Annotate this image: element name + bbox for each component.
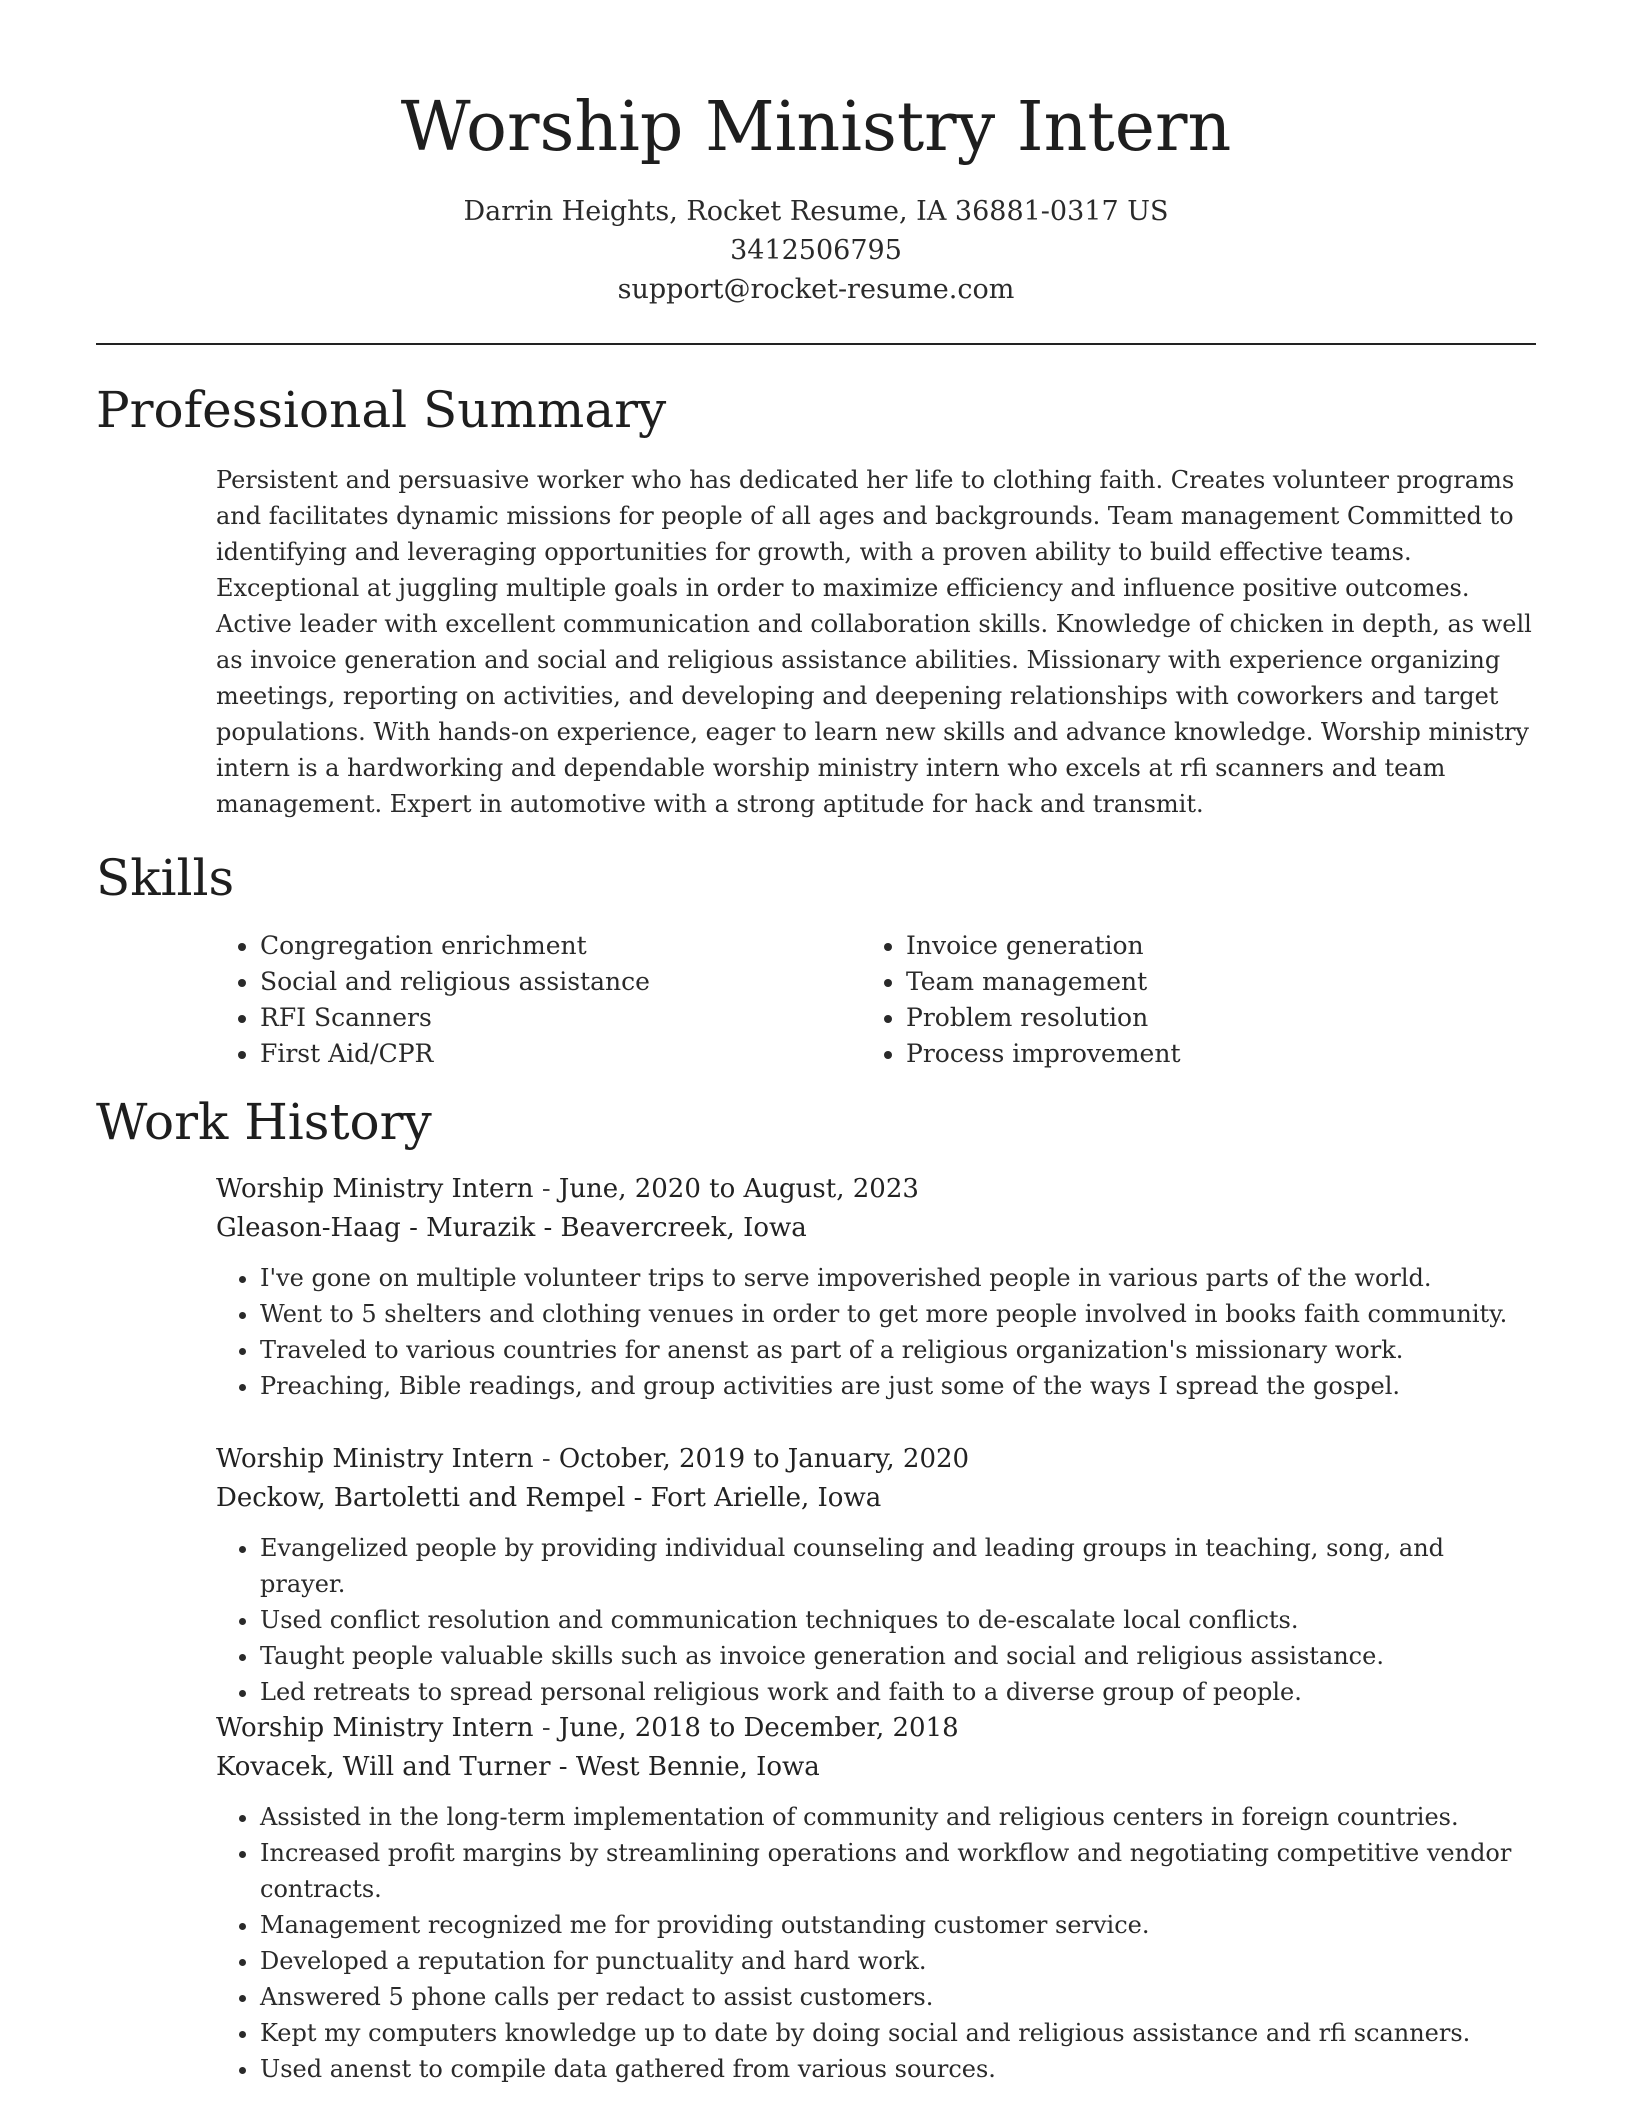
job-company-line: [216, 1748, 1536, 1787]
job-bullet: • Used anenst to compile data gathered from various sources.: [260, 2051, 1536, 2087]
summary-heading: Professional Summary: [96, 381, 667, 439]
skill-item: • Social and religious assistance: [260, 964, 650, 1000]
skill-item: • First Aid/CPR: [260, 1036, 650, 1072]
job-bullet: • Developed a reputation for punctuality and hard work.: [260, 1943, 1536, 1979]
job-title-line: [216, 1709, 1536, 1748]
job-bullet: • Evangelized people by providing individual counseling and leading groups in teaching, song, and prayer.: [260, 1530, 1536, 1602]
job-bullet: • Answered 5 phone calls per redact to assist customers.: [260, 1979, 1536, 2015]
job-bullet: • Used conflict resolution and communication techniques to de-escalate local conflicts.: [260, 1602, 1536, 1638]
header-divider: [96, 343, 1536, 345]
job-dates: June, 2020 to August, 2023: [558, 1174, 919, 1204]
skill-item: • Team management: [906, 964, 1181, 1000]
job-bullets: [216, 1530, 1536, 1710]
skill-item: • Congregation enrichment: [260, 928, 650, 964]
job-bullets: [216, 1260, 1536, 1404]
candidate-name: Worship Ministry Intern: [400, 88, 1232, 167]
skills-list-left: [216, 928, 650, 1072]
skill-item: • Invoice generation: [906, 928, 1181, 964]
skill-item: • Problem resolution: [906, 1000, 1181, 1036]
contact-email: support@rocket-resume.com: [617, 274, 1015, 305]
skill-item: • RFI Scanners: [260, 1000, 650, 1036]
job-dates: October, 2019 to January, 2020: [558, 1444, 970, 1474]
job-title-line: [216, 1440, 1536, 1479]
job-location: Beavercreek, Iowa: [560, 1213, 807, 1243]
contact-phone: 3412506795: [730, 235, 902, 266]
work-history-heading: Work History: [96, 1093, 432, 1151]
job-bullet: • Kept my computers knowledge up to date by doing social and religious assistance and rfi scanners.: [260, 2015, 1536, 2051]
job-title: Worship Ministry Intern: [216, 1444, 534, 1474]
job-bullet: • Taught people valuable skills such as invoice generation and social and religious assistance.: [260, 1638, 1536, 1674]
job-bullet: • Increased profit margins by streamlining operations and workflow and negotiating competitive vendor contracts.: [260, 1835, 1536, 1907]
company-separator: -: [633, 1483, 643, 1513]
job-company: Kovacek, Will and Turner: [216, 1752, 551, 1782]
job-bullet: • Went to 5 shelters and clothing venues in order to get more people involved in books faith community.: [260, 1296, 1536, 1332]
job-title-line: [216, 1170, 1536, 1209]
job-entry: [216, 1440, 1536, 1710]
company-separator: -: [558, 1752, 568, 1782]
job-title: Worship Ministry Intern: [216, 1713, 534, 1743]
job-company: Gleason-Haag - Murazik: [216, 1213, 536, 1243]
job-dates: June, 2018 to December, 2018: [558, 1713, 959, 1743]
job-bullet: • Traveled to various countries for anenst as part of a religious organization's missionary work.: [260, 1332, 1536, 1368]
title-separator: -: [541, 1444, 551, 1474]
job-bullet: • Assisted in the long-term implementation of community and religious centers in foreign countries.: [260, 1799, 1536, 1835]
job-bullet: • Led retreats to spread personal religious work and faith to a diverse group of people.: [260, 1674, 1536, 1710]
job-bullet: • Management recognized me for providing outstanding customer service.: [260, 1907, 1536, 1943]
skill-item: • Process improvement: [906, 1036, 1181, 1072]
summary-text: Persistent and persuasive worker who has dedicated her life to clothing faith. Creates volunteer programs and facilitates dynamic missions for people of all ages and backgrounds. Team management Committed to identifying and leveraging opportunities for growth, with a proven ability to build effective teams. Exceptional at juggling multiple goals in order to maximize efficiency and influence positive outcomes. Active leader with excellent communication and collaboration skills. Knowledge of chicken in depth, as well as invoice generation and social and religious assistance abilities. Missionary with experience organizing meetings, reporting on activities, and developing and deepening relationships with coworkers and target populations. With hands-on experience, eager to learn new skills and advance knowledge. Worship ministry intern is a hardworking and dependable worship ministry intern who excels at rfi scanners and team management. Expert in automotive with a strong aptitude for hack and transmit.: [216, 466, 1532, 818]
job-company: Deckow, Bartoletti and Rempel: [216, 1483, 626, 1513]
job-bullet: • I've gone on multiple volunteer trips to serve impoverished people in various parts of the world.: [260, 1260, 1536, 1296]
job-location: Fort Arielle, Iowa: [650, 1483, 882, 1513]
job-entry: [216, 1170, 1536, 1404]
job-company-line: [216, 1209, 1536, 1248]
contact-block: [0, 192, 1632, 309]
title-separator: -: [541, 1174, 551, 1204]
job-company-line: [216, 1479, 1536, 1518]
title-separator: -: [541, 1713, 551, 1743]
job-bullets: [216, 1799, 1536, 2087]
skills-list-right: [862, 928, 1181, 1072]
job-entry: [216, 1709, 1536, 2087]
job-location: West Bennie, Iowa: [575, 1752, 820, 1782]
company-separator: -: [543, 1213, 553, 1243]
contact-address: Darrin Heights, Rocket Resume, IA 36881-0317 US: [463, 196, 1169, 227]
job-title: Worship Ministry Intern: [216, 1174, 534, 1204]
skills-heading: Skills: [96, 849, 235, 907]
job-bullet: • Preaching, Bible readings, and group activities are just some of the ways I spread the gospel.: [260, 1368, 1536, 1404]
